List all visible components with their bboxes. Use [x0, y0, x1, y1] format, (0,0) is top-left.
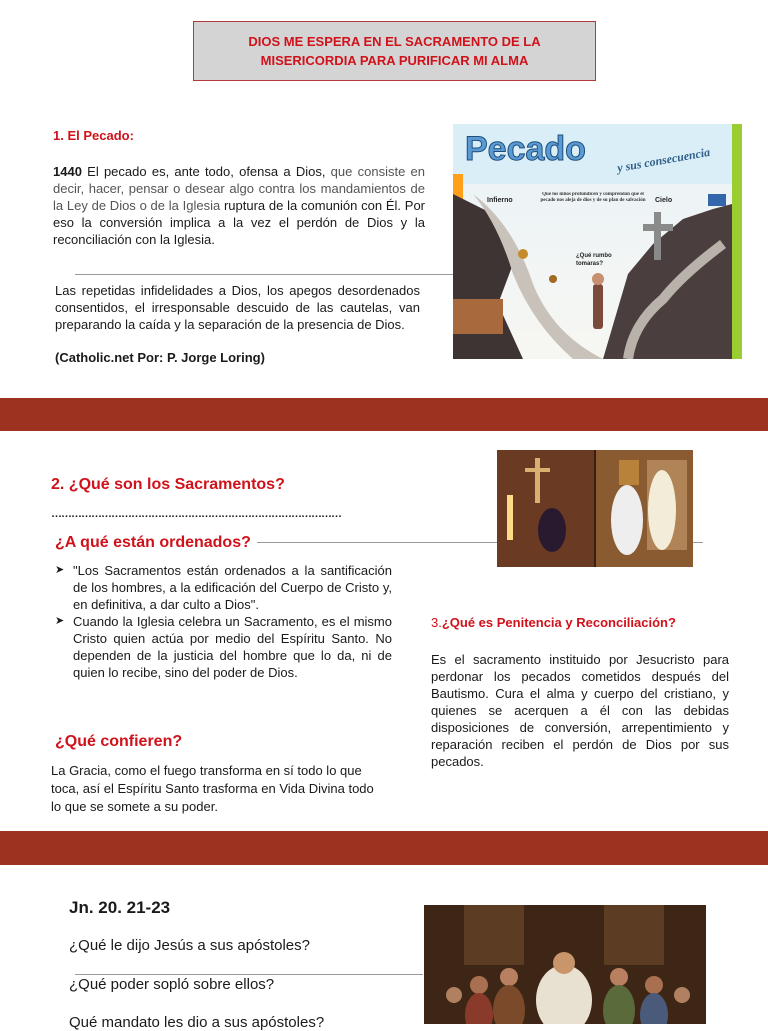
- scripture-reference: Jn. 20. 21-23: [69, 898, 171, 917]
- section-3-heading: [431, 615, 676, 630]
- bullet-item: ➤ Cuando la Iglesia celebra un Sacramento, es el mismo Cristo quien actúa por medio del Espíritu Santo. No dependen de la justicia del hombre que lo da, ni de quien lo recibe, sino del poder de Dios.: [55, 614, 392, 680]
- confession-image: [497, 450, 693, 567]
- section-1-heading: 1. El Pecado:: [53, 128, 134, 143]
- dotted-line: ……………………………………………………………………………: [51, 508, 341, 520]
- divider-line: [75, 274, 453, 275]
- question-2: ¿Qué poder sopló sobre ellos?: [69, 976, 275, 993]
- question-confieren: ¿Qué confieren?: [55, 733, 183, 750]
- question-ordenados: ¿A qué están ordenados?: [55, 534, 257, 552]
- poster-label-cielo: Cielo: [655, 197, 673, 204]
- p1-part-a: El pecado es, ante todo, ofensa a Dios,: [81, 164, 326, 179]
- pecado-poster-image: [453, 124, 742, 359]
- bullet-item: ➤ "Los Sacramentos están ordenados a la santificación de los hombres, a la edificación del Cuerpo de Cristo y, en definitiva, a dar culto a Dios".: [55, 563, 392, 612]
- section-band-1: [0, 398, 768, 431]
- catechism-number: 1440: [53, 164, 82, 179]
- p1-part-b: que consiste en decir, hacer, pensar o desear algo contra los mandamientos de la Ley de Dios o de la Iglesia: [53, 164, 425, 213]
- arrow-bullet-icon: ➤: [55, 564, 65, 576]
- poster-title: Pecado: [465, 130, 586, 168]
- section-3-number: 3.: [431, 615, 442, 630]
- poster-label-infierno: Infierno: [487, 197, 513, 204]
- pecado-poster-graphic: [453, 124, 742, 359]
- confieren-text: La Gracia, como el fuego transforma en sí todo lo que toca, así el Espíritu Santo trasforma en Vida Divina todo lo que se somete a su poder.: [51, 763, 374, 814]
- section-3-title: ¿Qué es Penitencia y Reconciliación?: [441, 615, 676, 630]
- p1-part-c: ruptura de la comunión con Él. Por eso la conversión implica a la vez el perdón de Dios y la reconciliación con la Iglesia.: [53, 198, 425, 247]
- source-citation: (Catholic.net Por: P. Jorge Loring): [55, 350, 265, 365]
- poster-subtitle: y sus consecuencia: [616, 144, 712, 175]
- section-3-body: Es el sacramento instituido por Jesucristo para perdonar los pecados cometidos después del Bautismo. Cura el alma y cuerpo del cristiano, y quienes se acerquen a él con las debidas disposiciones de conversión, arrepentimiento y reparación reciben el perdón de Dios por sus pecados.: [431, 652, 729, 769]
- section-2-heading: 2. ¿Qué son los Sacramentos?: [51, 476, 285, 493]
- question-3: Qué mandato les dio a sus apóstoles?: [69, 1014, 325, 1031]
- answer-line: [75, 974, 423, 975]
- poster-rumbo: ¿Qué rumbo tomaras?: [576, 253, 612, 267]
- section-1-paragraph-2: Las repetidas infidelidades a Dios, los apegos desordenados consentidos, el irresponsable descuido de las cautelas, van preparando la caída y la separación de la presencia de Dios.: [55, 283, 420, 332]
- apostles-image: [424, 905, 706, 1024]
- arrow-bullet-icon: ➤: [55, 615, 65, 627]
- title-box: [193, 21, 596, 81]
- section-1-paragraph: [53, 163, 425, 248]
- question-1: ¿Qué le dijo Jesús a sus apóstoles?: [69, 937, 310, 954]
- sacraments-bullet-list: [51, 562, 392, 681]
- title-line-1: DIOS ME ESPERA EN EL SACRAMENTO DE LA: [248, 34, 541, 49]
- title-line-2: MISERICORDIA PARA PURIFICAR MI ALMA: [260, 53, 529, 68]
- poster-caption: Que los niños profundicen y comprendan que el pecado nos aleja de dios y de su plan de salvación: [540, 192, 646, 203]
- section-band-2: [0, 831, 768, 865]
